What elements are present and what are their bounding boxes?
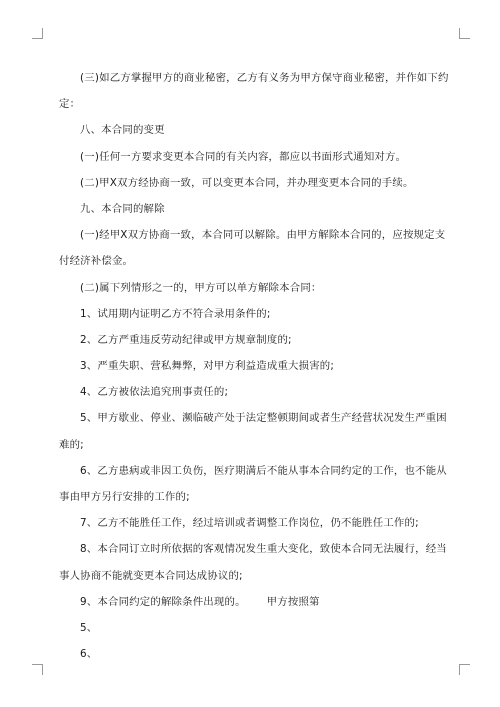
document-body [59,65,449,667]
paragraph-line: (二)属下列情形之一的，甲方可以单方解除本合同： [80,281,322,294]
paragraph-line: (三)如乙方掌握甲方的商业秘密，乙方有义务为甲方保守商业秘密，并作如下约 [80,72,449,84]
list-item: 8、本合同订立时所依据的客观情况发生重大变化，致使本合同无法履行，经当 [80,543,447,556]
paragraph-line: 付经济补偿金。 [59,255,134,268]
list-item-continuation: 难的; [59,438,84,451]
crop-mark-bottom-right [459,664,470,675]
section-heading: 八、本合同的变更 [80,124,165,137]
list-item-continuation: 事由甲方另行安排的工作的; [59,491,190,503]
paragraph-line: (一)经甲X双方协商一致，本合同可以解除。由甲方解除本合同的，应按规定支 [80,229,446,242]
list-item: 5、甲方歇业、停业、濒临破产处于法定整顿期间或者生产经营状况发生严重困 [80,412,447,425]
crop-mark-bottom-left [32,664,43,675]
list-item: 6、乙方患病或非因工负伤，医疗期满后不能从事本合同约定的工作，也不能从 [80,464,447,477]
list-item: 6、 [80,648,98,661]
list-item: 3、严重失职、营私舞弊，对甲方利益造成重大损害的; [80,360,335,373]
list-item-continuation: 事人协商不能就变更本合同达成协议的; [59,569,243,582]
list-item: 2、乙方严重违反劳动纪律或甲方规章制度的; [80,333,292,346]
paragraph-line: 定： [59,98,81,111]
list-item: 5、 [80,621,98,634]
list-item: 9、本合同约定的解除条件出现的。 甲方按照第 [80,595,320,608]
paragraph-line: (二)甲X双方经协商一致，可以变更本合同，并办理变更本合同的手续。 [80,176,414,189]
paragraph-line: (一)任何一方要求变更本合同的有关内容，都应以书面形式通知对方。 [80,150,407,163]
list-item: 4、乙方被依法追究刑事责任的; [80,386,229,399]
crop-mark-top-right [459,28,470,39]
section-heading: 九、本合同的解除 [80,202,165,215]
crop-mark-top-left [32,28,43,39]
list-item: 7、乙方不能胜任工作，经过培训或者调整工作岗位，仍不能胜任工作的; [80,517,419,530]
list-item: 1、试用期内证明乙方不符合录用条件的; [80,307,271,320]
